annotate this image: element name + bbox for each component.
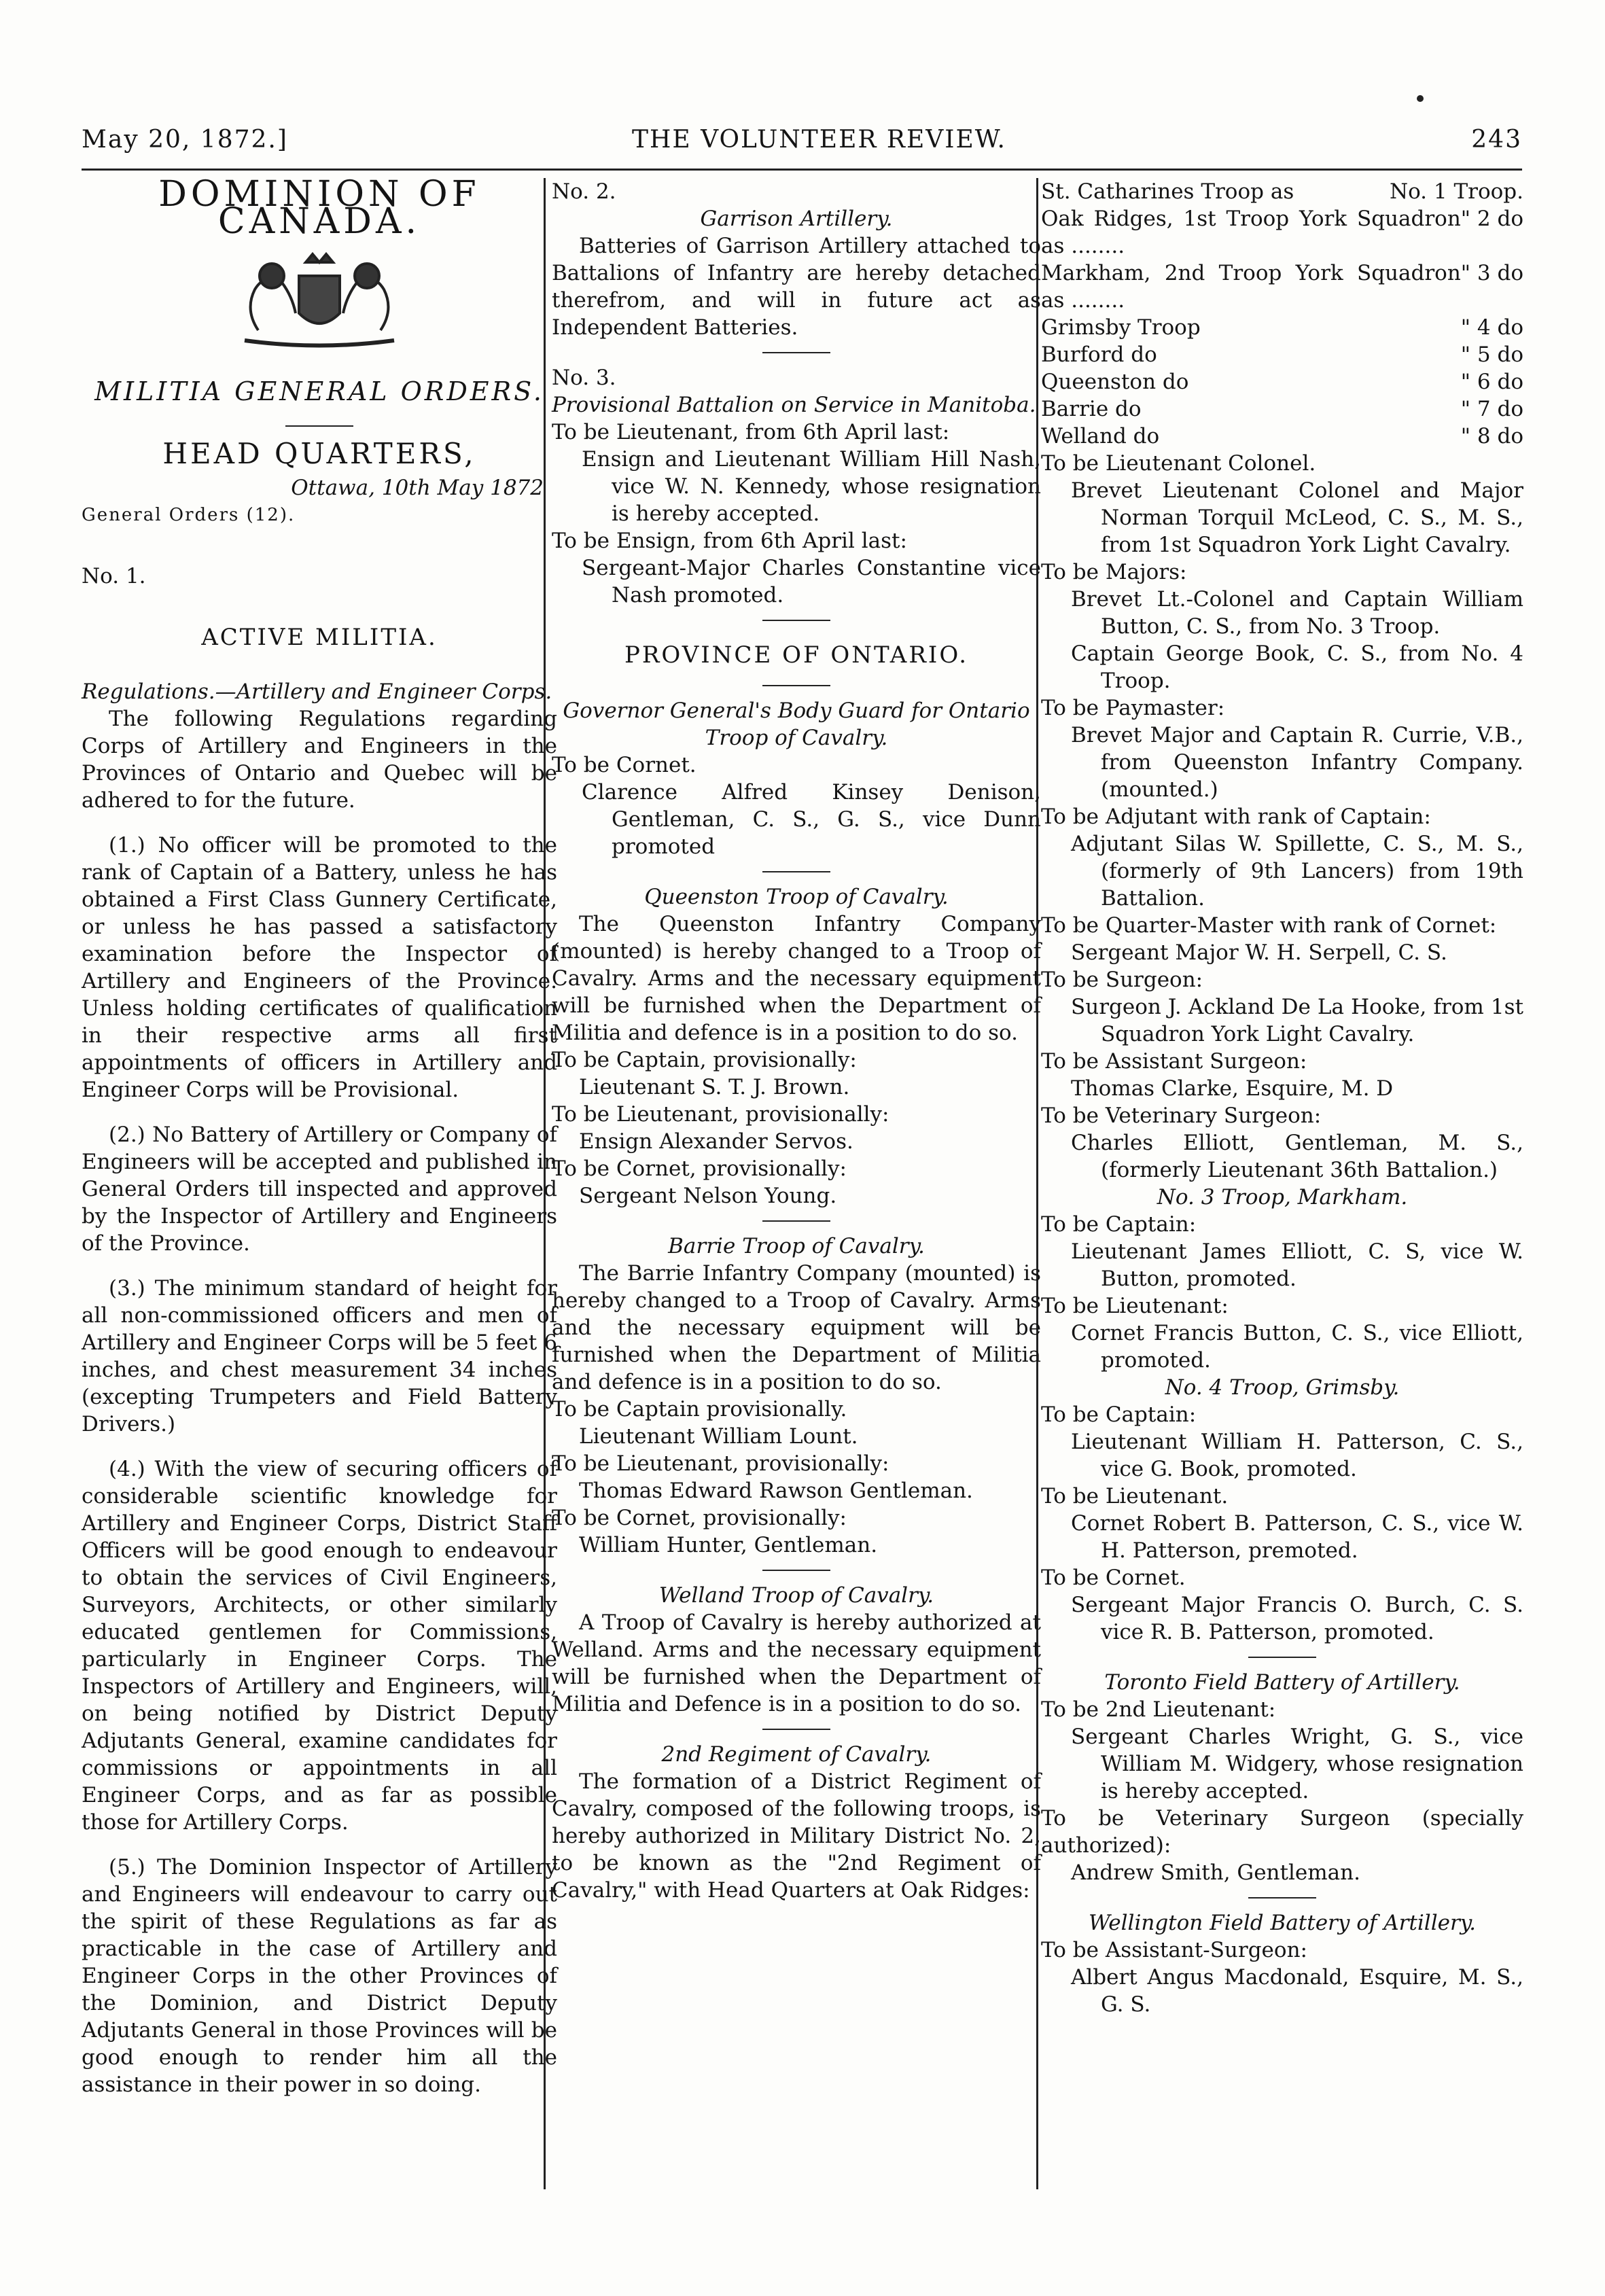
column-2 [552, 178, 1041, 1904]
appointment-heading: To be Veterinary Surgeon (specially authorized): [1041, 1806, 1523, 1858]
troop-row [1041, 368, 1523, 395]
regulation-3: (3.) The minimum standard of height for all non-commissioned officers and men of Artillery and Engineer Corps will be 5 feet 6 inches, and chest measurement 34 inches (excepting Trumpeters and Field Battery Drivers.) [82, 1276, 557, 1436]
divider [762, 1220, 830, 1222]
head-quarters-heading: HEAD QUARTERS, [162, 437, 476, 470]
appointment-detail: Brevet Lieutenant Colonel and Major Norman Torquil McLeod, C. S., M. S., from 1st Squadron York Light Cavalry. [1071, 478, 1523, 557]
troop-row [1041, 395, 1523, 423]
regulation-1: (1.) No officer will be promoted to the rank of Captain of a Battery, unless he has obtained a First Class Gunnery Certificate, or unless he has passed a satisfactory examination before the Inspector of Artillery and Engineers of the Province. Unless holding certificates of qualification in their respective arms all first appointments of officers in Artillery and Engineer Corps will be Provisional. [82, 833, 557, 1102]
divider [285, 425, 353, 427]
section-title: Toronto Field Battery of Artillery. [1104, 1670, 1460, 1695]
troop-row [1041, 260, 1523, 314]
regulations-intro: The following Regulations regarding Corps of Artillery and Engineers in the Provinces of Ontario and Quebec will be adhered to for the future. [82, 707, 557, 813]
appointment-heading: To be Paymaster: [1041, 696, 1225, 720]
section-text: The Queenston Infantry Company (mounted) is hereby changed to a Troop of Cavalry. Arms and the necessary equipment will be furnished when the Department of Militia and defence is in a position to do so. [552, 912, 1041, 1045]
section-title: Wellington Field Battery of Artillery. [1088, 1911, 1477, 1935]
appointment-detail: Cornet Francis Button, C. S., vice Elliott, promoted. [1071, 1321, 1523, 1373]
dominion-heading: DOMINION OF CANADA. [158, 174, 480, 242]
troop-number: " 5 do [1460, 342, 1523, 367]
section-title: Garrison Artillery. [700, 207, 893, 231]
appointment-heading: To be Surgeon: [1041, 968, 1203, 992]
appointment-detail: Charles Elliott, Gentleman, M. S., (formerly Lieutenant 36th Battalion.) [1071, 1131, 1523, 1182]
regulation-4: (4.) With the view of securing officers of considerable scientific knowledge for Artillery and Engineer Corps, District Staff Officers will be good enough to endeavour to obtain the services of Civil Engineers, Surveyors, Architects, or other similarly educated gentlemen for Commissions, particularly in Engineer Corps. The Inspectors of Artillery and Engineers, will, on being notified by District Deputy Adjutants General, examine candidates for commissions or appointments in all Engineer Corps, and as far as possible those for Artillery Corps. [82, 1457, 557, 1835]
troop-name: Burford do [1041, 342, 1157, 367]
appointment-heading: To be Quarter-Master with rank of Cornet: [1041, 913, 1497, 938]
appointment-heading: To be Lieutenant. [1041, 1484, 1229, 1508]
divider [762, 685, 830, 686]
troop-name: Grimsby Troop [1041, 315, 1201, 340]
section-title: Welland Troop of Cavalry. [658, 1583, 934, 1608]
appointment-detail: Surgeon J. Ackland De La Hooke, from 1st Squadron York Light Cavalry. [1071, 995, 1523, 1046]
regulation-2: (2.) No Battery of Artillery or Company of Engineers will be accepted and published in General Orders till inspected and approved by the Inspector of Artillery and Engineers of the Province. [82, 1123, 557, 1256]
coat-of-arms-icon [217, 249, 421, 351]
appointment-heading: To be Assistant Surgeon: [1041, 1049, 1307, 1074]
troop-row [1041, 341, 1523, 368]
header-page-number: 243 [1471, 126, 1522, 154]
section-text: The formation of a District Regiment of Cavalry, composed of the following troops, is hereby authorized in Military District No. 2, to be known as the "2nd Regiment of Cavalry," with Head Quarters at Oak Ridges: [552, 1769, 1041, 1903]
troop-row [1041, 314, 1523, 341]
troop-name: St. Catharines Troop as [1041, 179, 1294, 204]
troop-number: " 3 do [1460, 261, 1523, 285]
appointment-heading: To be Cornet. [552, 753, 696, 777]
order-number: No. 1. [82, 564, 146, 588]
appointment-heading: To be Cornet, provisionally: [552, 1506, 847, 1530]
divider [762, 352, 830, 353]
troop-number: " 7 do [1460, 397, 1523, 421]
section-title: Provisional Battalion on Service in Manitoba. [552, 393, 1036, 417]
appointment-heading: To be Lieutenant, from 6th April last: [552, 420, 950, 444]
section-text: Batteries of Garrison Artillery attached to Battalions of Infantry are hereby detached therefrom, and will in future act as Independent Batteries. [552, 234, 1041, 340]
divider [1248, 1897, 1316, 1898]
appointment-detail: Captain George Book, C. S., from No. 4 Troop. [1071, 641, 1523, 693]
divider [762, 620, 830, 621]
order-number: No. 2. [552, 179, 616, 204]
section-title: No. 4 Troop, Grimsby. [1165, 1375, 1400, 1400]
appointment-heading: To be Lieutenant, provisionally: [552, 1102, 889, 1127]
column-1 [82, 174, 557, 2098]
appointment-detail: Lieutenant William Lount. [579, 1424, 858, 1449]
section-title: 2nd Regiment of Cavalry. [661, 1742, 932, 1767]
appointment-heading: To be Majors: [1041, 560, 1187, 584]
general-orders-number: General Orders (12). [82, 505, 296, 525]
header-rule [82, 169, 1522, 171]
troop-row [1041, 205, 1523, 260]
appointment-detail: Andrew Smith, Gentleman. [1071, 1860, 1360, 1885]
appointment-detail: Albert Angus Macdonald, Esquire, M. S., G. S. [1071, 1965, 1523, 2017]
section-heading: ACTIVE MILITIA. [201, 624, 438, 651]
section-title: No. 3 Troop, Markham. [1157, 1185, 1408, 1209]
section-title: Barrie Troop of Cavalry. [668, 1234, 925, 1258]
troop-name: Markham, 2nd Troop York Squadron as ........ [1041, 261, 1461, 313]
appointment-detail: Brevet Lt.-Colonel and Captain William Button, C. S., from No. 3 Troop. [1071, 587, 1523, 639]
header-date: May 20, 1872.] [82, 126, 288, 154]
section-title: Governor General's Body Guard for Ontario Troop of Cavalry. [563, 699, 1030, 750]
troop-number: " 8 do [1460, 424, 1523, 448]
section-text: A Troop of Cavalry is hereby authorized at Welland. Arms and the necessary equipment will be furnished when the Department of Militia and Defence is in a position to do so. [552, 1610, 1041, 1716]
appointment-detail: Sergeant Charles Wright, G. S., vice William M. Widgery, whose resignation is hereby accepted. [1071, 1725, 1523, 1803]
appointment-detail: Thomas Clarke, Esquire, M. D [1071, 1076, 1394, 1101]
troop-name: Welland do [1041, 424, 1160, 448]
appointment-detail: Lieutenant William H. Patterson, C. S., vice G. Book, promoted. [1071, 1430, 1523, 1481]
appointment-detail: Lieutenant S. T. J. Brown. [579, 1075, 850, 1099]
appointment-heading: To be Lieutenant: [1041, 1294, 1229, 1318]
appointment-detail: Cornet Robert B. Patterson, C. S., vice W. H. Patterson, premoted. [1071, 1511, 1523, 1563]
appointment-heading: To be Captain: [1041, 1402, 1197, 1427]
militia-general-orders-heading: MILITIA GENERAL ORDERS. [94, 376, 544, 406]
section-text: The Barrie Infantry Company (mounted) is hereby changed to a Troop of Cavalry. Arms and the necessary equipment will be furnished when the Department of Militia and defence is in a position to do so. [552, 1261, 1041, 1394]
troop-number: " 2 do [1460, 207, 1523, 231]
troop-row [1041, 178, 1523, 205]
appointment-detail: Brevet Major and Captain R. Currie, V.B., from Queenston Infantry Company. (mounted.) [1071, 723, 1523, 802]
appointment-heading: To be Assistant-Surgeon: [1041, 1938, 1307, 1962]
order-number: No. 3. [552, 366, 616, 390]
appointment-detail: Lieutenant James Elliott, C. S, vice W. Button, promoted. [1071, 1239, 1523, 1291]
page-header [82, 126, 1522, 166]
appointment-heading: To be Cornet. [1041, 1566, 1186, 1590]
section-title: Queenston Troop of Cavalry. [644, 885, 949, 909]
province-heading: PROVINCE OF ONTARIO. [624, 641, 969, 669]
appointment-heading: To be Adjutant with rank of Captain: [1041, 805, 1431, 829]
column-3 [1041, 178, 1523, 2018]
appointment-heading: To be Captain, provisionally: [552, 1048, 857, 1072]
appointment-detail: Sergeant Major W. H. Serpell, C. S. [1071, 940, 1447, 965]
appointment-detail: William Hunter, Gentleman. [579, 1533, 878, 1557]
troop-name: Queenston do [1041, 370, 1189, 394]
appointment-detail: Adjutant Silas W. Spillette, C. S., M. S., (formerly of 9th Lancers) from 19th Battalion. [1071, 832, 1523, 911]
appointment-detail: Sergeant Nelson Young. [579, 1184, 837, 1208]
appointment-heading: To be Captain: [1041, 1212, 1197, 1237]
regulations-title: Regulations.—Artillery and Engineer Corps. [82, 679, 552, 704]
appointment-heading: To be Veterinary Surgeon: [1041, 1103, 1322, 1128]
troop-row [1041, 423, 1523, 450]
divider [762, 1729, 830, 1730]
troop-number: " 6 do [1460, 370, 1523, 394]
troop-number: No. 1 Troop. [1389, 179, 1523, 204]
appointment-heading: To be Cornet, provisionally: [552, 1156, 847, 1181]
dateline: Ottawa, 10th May 1872 [291, 476, 544, 500]
troop-list [1041, 178, 1523, 450]
appointment-heading: To be Lieutenant Colonel. [1041, 451, 1316, 476]
appointment-heading: To be Captain provisionally. [552, 1397, 847, 1421]
divider [1248, 1657, 1316, 1658]
regulation-5: (5.) The Dominion Inspector of Artillery and Engineers will endeavour to carry out the spirit of these Regulations as far as practicable in the case of Artillery and Engineer Corps in the other Provinces of the Dominion, and District Deputy Adjutants General in those Provinces will be good enough to render him all the assistance in their power in so doing. [82, 1855, 557, 2097]
appointment-heading: To be Lieutenant, provisionally: [552, 1451, 889, 1476]
troop-name: Oak Ridges, 1st Troop York Squadron as ........ [1041, 207, 1461, 258]
appointment-heading: To be Ensign, from 6th April last: [552, 529, 907, 553]
troop-name: Barrie do [1041, 397, 1142, 421]
appointment-detail: Thomas Edward Rawson Gentleman. [579, 1479, 973, 1503]
troop-number: " 4 do [1460, 315, 1523, 340]
appointment-detail: Sergeant Major Francis O. Burch, C. S. vice R. B. Patterson, promoted. [1071, 1593, 1523, 1644]
divider [762, 871, 830, 872]
ink-dot [1417, 95, 1424, 102]
appointment-detail: Clarence Alfred Kinsey Denison, Gentleman, C. S., G. S., vice Dunn promoted [582, 780, 1041, 859]
divider [762, 1570, 830, 1571]
appointment-heading: To be 2nd Lieutenant: [1041, 1697, 1276, 1722]
appointment-detail: Sergeant-Major Charles Constantine vice Nash promoted. [582, 556, 1041, 607]
appointment-detail: Ensign and Lieutenant William Hill Nash, vice W. N. Kennedy, whose resignation is hereby accepted. [582, 447, 1041, 526]
header-title: THE VOLUNTEER REVIEW. [632, 126, 1006, 154]
appointment-detail: Ensign Alexander Servos. [579, 1129, 853, 1154]
